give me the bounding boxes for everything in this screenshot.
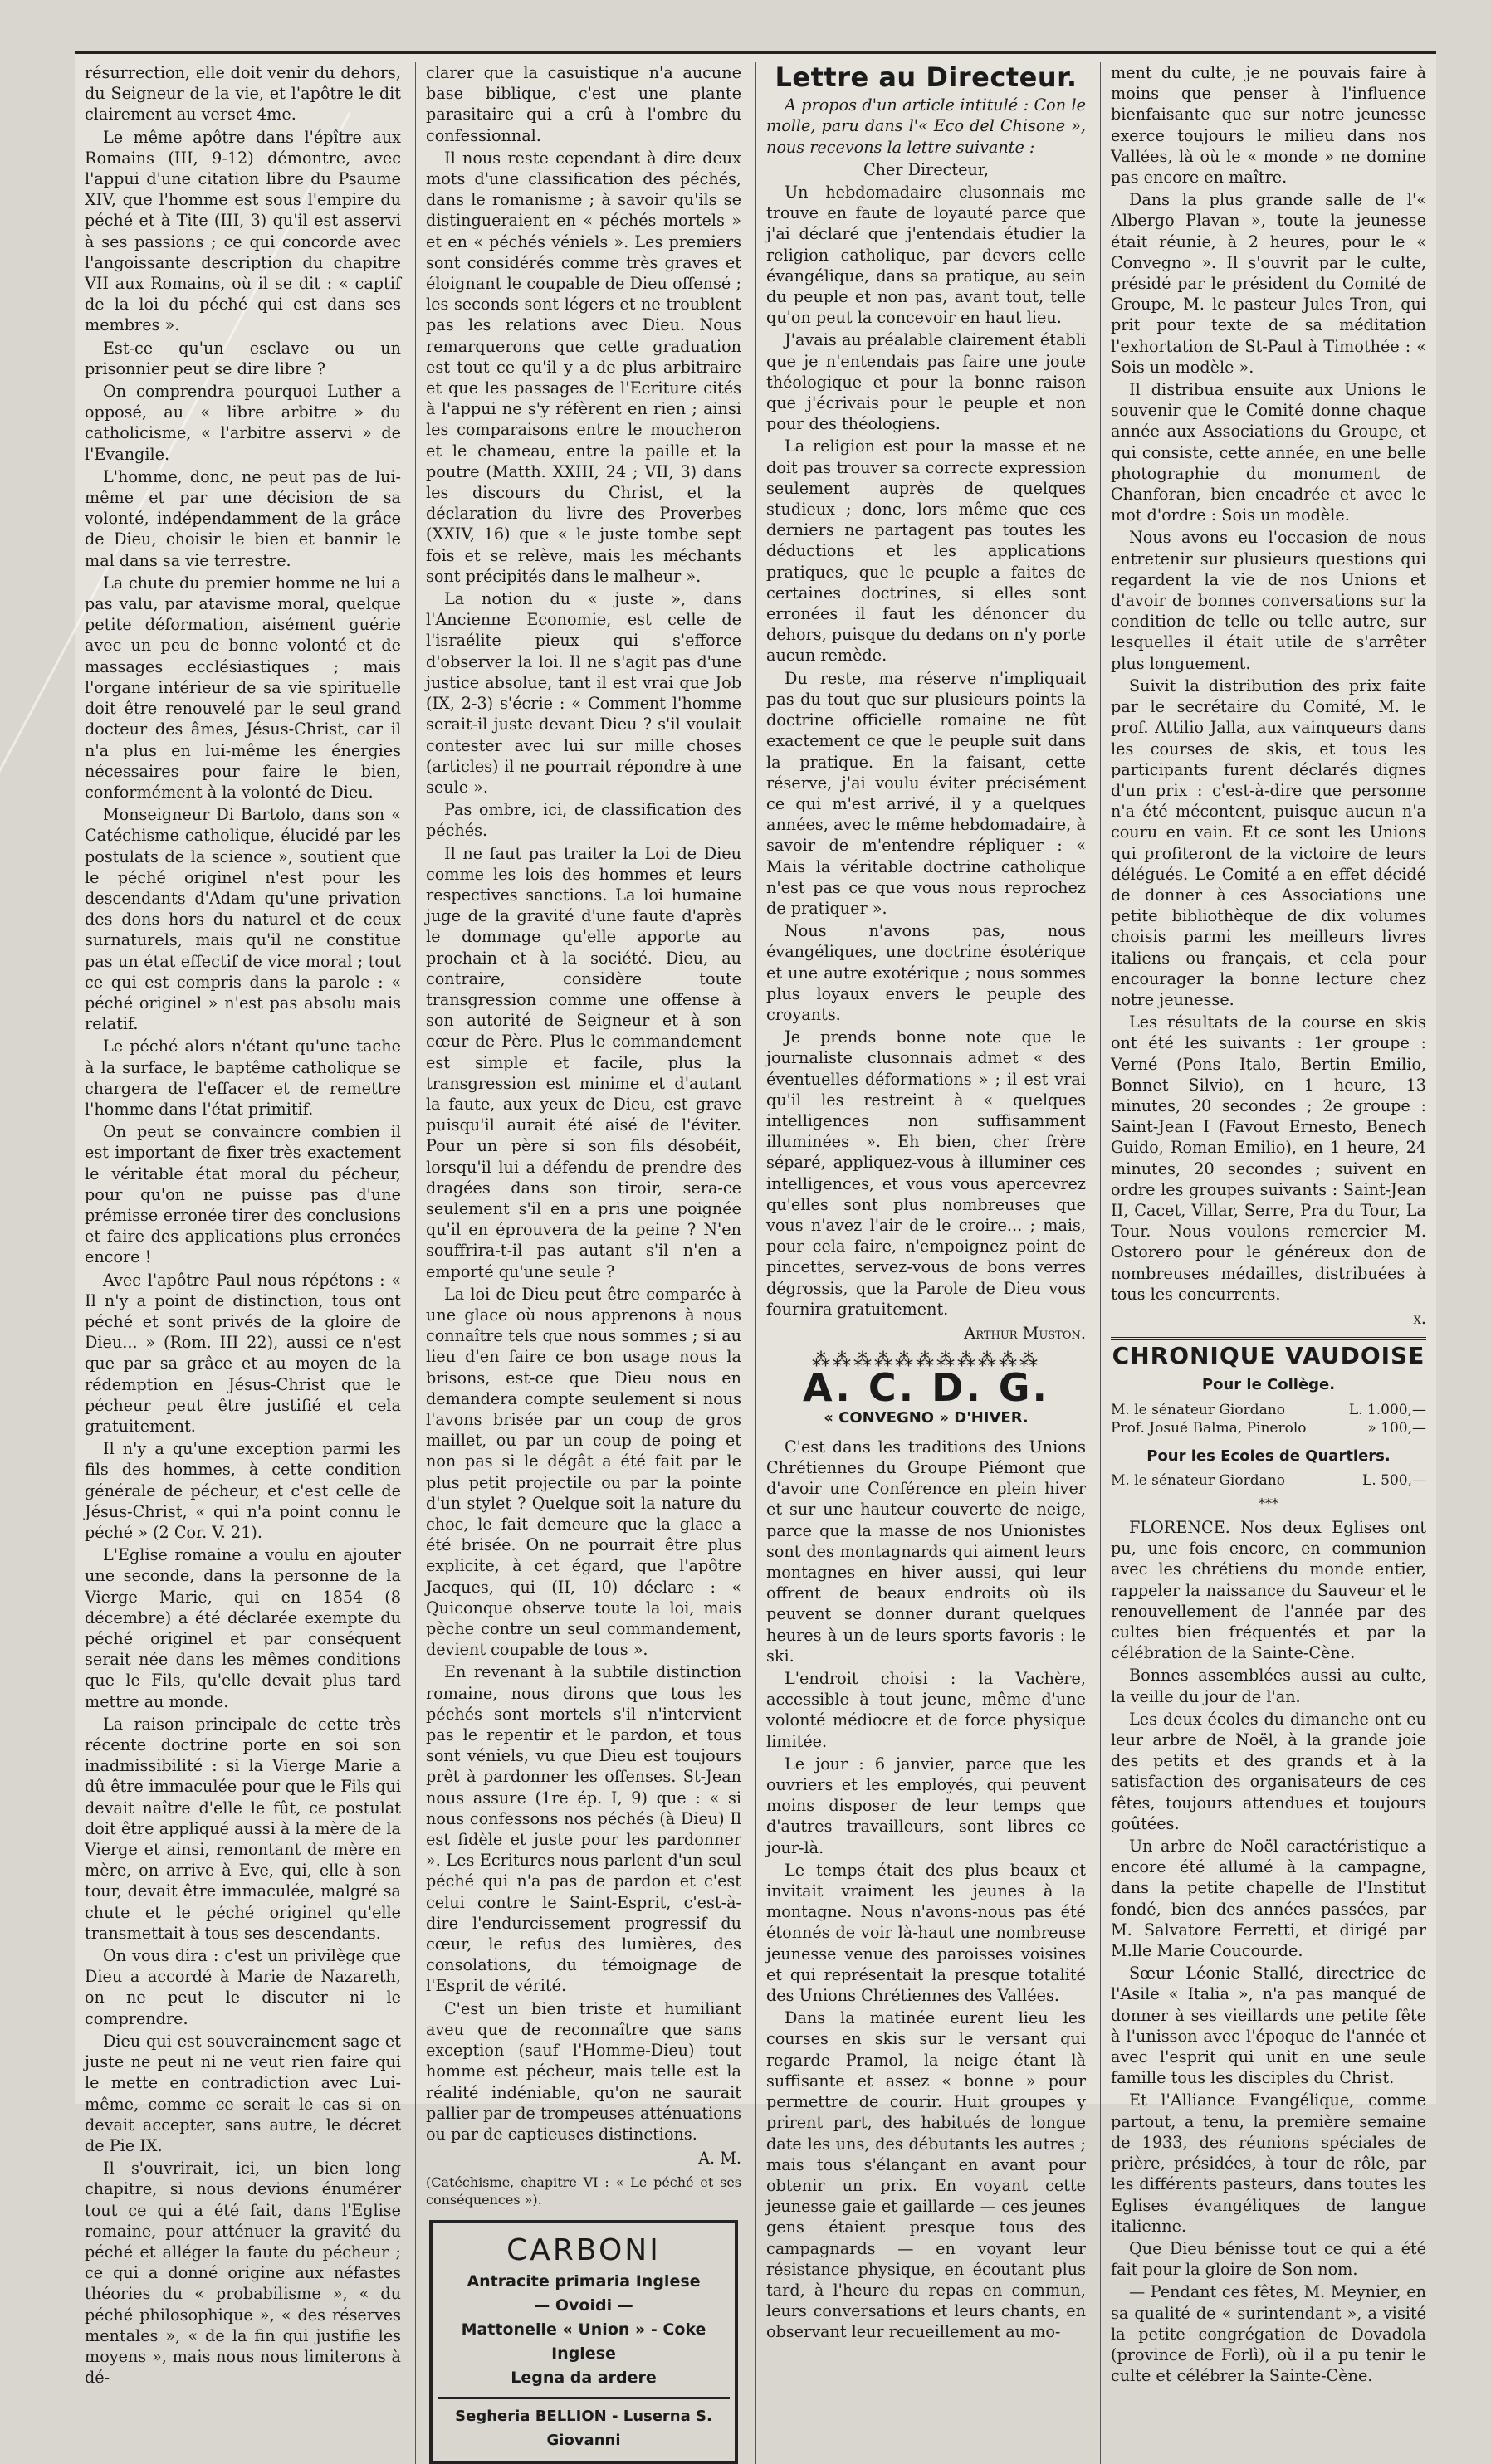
- donation-amount: L. 1.000,—: [1348, 1401, 1426, 1418]
- newspaper-page: [75, 51, 1436, 2450]
- ecoles-heading: Pour les Ecoles de Quartiers.: [1146, 1447, 1391, 1465]
- convegno-paragraph: Dans la matinée eurent lieu les courses en skis sur le versant qui regarde Pramol, la neige étant là suffisante et assez « bonne » pour permettre de courir. Huit groupes y prirent part, des habitués de longue date les uns, des débutants les autres ; mais tous s'élançant en avant pour obtenir un prix. En voyant cette jeunesse gaie et gaillarde — ces jeunes gens étaient presque tous des campagnards — en voyant leur résistance physique, en écoutant plus tard, à l'heure du repas en commun, leurs conversations et leurs chants, en observant leur recueillement au mo-: [766, 2008, 1086, 2342]
- chronique-title: CHRONIQUE VAUDOISE: [1111, 1337, 1426, 1366]
- letter-paragraph: Du reste, ma réserve n'impliquait pas du tout que sur plusieurs points la doctrine officielle romaine ne fût exactement ce que le peuple suit dans la pratique. En la faisant, cette réserve, j'ai voulu éviter précisément ce qui m'est arrivé, il y a quelques années, avec le même hebdomadaire, à savoir de m'entendre répliquer : « Mais la véritable doctrine catholique n'est pas ce que vous nous reprochez de pratiquer ».: [766, 668, 1086, 918]
- convegno-paragraph: L'endroit choisi : la Vachère, accessible à tout jeune, même d'une volonté médiocre et de force physique limitée.: [766, 1669, 1086, 1751]
- college-heading: Pour le Collège.: [1201, 1376, 1336, 1394]
- convegno-paragraph: Il distribua ensuite aux Unions le souvenir que le Comité donne chaque année aux Associations du Groupe, et qui consiste, cette année, en une belle photographie du monument de Chanforan, bien encadrée et avec le mot d'ordre : Sois un modèle.: [1111, 380, 1426, 525]
- convegno-paragraph: Le jour : 6 janvier, parce que les ouvriers et les employés, qui peuvent moins disposer de leur temps que d'autres travailleurs, sont libres ce jour-là.: [766, 1754, 1086, 1857]
- section-divider-ornament: ⁂⁂⁂⁂⁂⁂⁂⁂⁂⁂⁂: [812, 1350, 1040, 1372]
- ad-footer: Segheria BELLION - Luserna S. Giovanni: [438, 2397, 730, 2452]
- column-2-article: [415, 62, 751, 2464]
- chronique-paragraph: — Pendant ces fêtes, M. Meynier, en sa qualité de « surintendant », a visité la petite congrégation de Dovadola (province de Forlì), où il a pu tenir le culte et célébrer la Sainte-Cène.: [1111, 2282, 1426, 2386]
- chronique-paragraph: Que Dieu bénisse tout ce qui a été fait pour la gloire de Son nom.: [1111, 2238, 1426, 2280]
- article-end-mark: x.: [1413, 1308, 1426, 1328]
- article-paragraph: La chute du premier homme ne lui a pas valu, par atavisme moral, quelque petite déformation, aisément guérie avec un peu de bonne volonté et de massages ecclésiastiques ; mais l'organe intérieur de sa vie spirituelle doit être renouvelé par le seul grand docteur des âmes, Jésus-Christ, car il n'a plus en lui-même les énergies nécessaires pour faire le bien, conformément à la volonté de Dieu.: [85, 573, 401, 802]
- convegno-subheading: « CONVEGNO » D'HIVER.: [824, 1408, 1029, 1427]
- article-paragraph: L'homme, donc, ne peut pas de lui-même et par une décision de sa volonté, indépendamment de la grâce de Dieu, choisir le bien et bannir le mal dans sa vie terrestre.: [85, 466, 401, 570]
- letter-paragraph: Un hebdomadaire clusonnais me trouve en faute de loyauté parce que j'ai déclaré que j'entendais étudier la religion catholique, par devers celle évangélique, dans sa pratique, au sein du peuple et non pas, avant tout, telle qu'on peut la concevoir en haut lieu.: [766, 183, 1086, 328]
- article-paragraph: La raison principale de cette très récente doctrine porte en soi son inadmissibilité : si la Vierge Marie a dû être immaculée pour que le Fils qui devait naître d'elle le fût, ce postulat doit être appliqué aussi à la mère de la Vierge et ainsi, remontant de mère en mère, on arrive à Eve, qui, elle à son tour, devait être immaculée, malgré sa chute et le péché originel qu'elle transmettait à tous ses descendants.: [85, 1714, 401, 1943]
- ad-line: — Ovoidi —: [534, 2296, 633, 2315]
- letter-paragraph: J'avais au préalable clairement établi que je n'entendais pas faire une joute théologique et pour la bonne raison que j'écrivais pour le peuple et non pour des théologiens.: [766, 330, 1086, 434]
- article-paragraph: On peut se convaincre combien il est important de fixer très exactement le véritable état moral du pécheur, pour qu'on ne puisse pas d'une prémisse erronée tirer des conclusions et faire des applications plus erronées encore !: [85, 1122, 401, 1267]
- florence-news: [1111, 1517, 1426, 2386]
- column-2-body: [426, 62, 741, 2144]
- convegno-paragraph: Suivit la distribution des prix faite par le secrétaire du Comité, M. le prof. Attilio Jalla, aux vainqueurs dans les courses de skis, et tous les participants furent déclarés dignes d'un prix : c'est-à-dire que personne n'a été mécontent, puisque aucun n'a couru en vain. Et ce sont les Unions qui profiteront de la victoire de leurs délégués. Le Comité a en effet décidé de donner à ces Associations une petite bibliothèque de dix volumes choisis parmi les meilleurs livres italiens ou français, et cela pour encourager la bonne lecture chez notre jeunesse.: [1111, 676, 1426, 1009]
- article-paragraph: L'Eglise romaine a voulu en ajouter une seconde, dans la personne de la Vierge Marie, qui en 1854 (8 décembre) a été déclarée exempte du péché originel et par conséquent serait née dans les mêmes conditions que le Fils, qu'elle devait plus tard mettre au monde.: [85, 1545, 401, 1711]
- article-paragraph: Avec l'apôtre Paul nous répétons : « Il n'y a point de distinction, tous ont péché et sont privés de la gloire de Dieu... » (Rom. III 22), aussi ce n'est que par sa grâce et au moyen de la rédemption en Jésus-Christ que le pécheur peut être justifié et cela gratuitement.: [85, 1270, 401, 1436]
- letter-paragraph: La religion est pour la masse et ne doit pas trouver sa correcte expression seulement auprès de quelques studieux ; donc, lors même que ces derniers ne partagent pas toutes les déductions et les applications pratiques, que le peuple a faites de certaines doctrines, si elles sont erronées il faut les dénoncer du dehors, puisque du dedans on n'y porte aucun remède.: [766, 437, 1086, 666]
- donor-name: Prof. Josué Balma, Pinerolo: [1111, 1419, 1307, 1437]
- article-paragraph: Monseigneur Di Bartolo, dans son « Catéchisme catholique, élucidé par les postulats de la science », soutient que le péché originel n'est pour les descendants d'Adam qu'une privation des dons hors du naturel et de ceux surnaturels, mais qu'il ne constitue pas un état effectif de vice moral ; tout ce qui est compris dans la parole : « péché originel » n'est pas absolu mais relatif.: [85, 805, 401, 1034]
- acdg-heading: A. C. D. G.: [802, 1365, 1050, 1411]
- chronique-paragraph: Sœur Léonie Stallé, directrice de l'Asile « Italia », n'a pas manqué de donner à ses vieillards une petite fête à l'unisson avec l'époque de l'année et avec l'esprit qui unit en une seule famille tous les disciples du Christ.: [1111, 1964, 1426, 2088]
- chronique-paragraph: Bonnes assemblées aussi au culte, la veille du jour de l'an.: [1111, 1666, 1426, 1706]
- donor-name: M. le sénateur Giordano: [1111, 1401, 1285, 1418]
- ad-line: Legna da ardere: [511, 2369, 657, 2388]
- convegno-paragraph: Le temps était des plus beaux et invitait vraiment les jeunes à la montagne. Nous n'avons-nous pas été étonnés de voir là-haut une nombreuse jeunesse venue des paroisses voisines et qui représentait la presque totalité des Unions Chrétiennes des Vallées.: [766, 1860, 1086, 2006]
- article-paragraph: Il n'y a qu'une exception parmi les fils des hommes, à cette condition générale de pécheur, et c'est celle de Jésus-Christ, « qui n'a point connu le péché » (2 Cor. V. 21).: [85, 1439, 401, 1543]
- convegno-body: [766, 1437, 1086, 2343]
- donor-name: M. le sénateur Giordano: [1111, 1471, 1285, 1489]
- letter-signature: Arthur Muston.: [964, 1323, 1086, 1343]
- article-signature: A. M.: [698, 2149, 741, 2169]
- convegno-paragraph: C'est dans les traditions des Unions Chrétiennes du Groupe Piémont que d'avoir une Conférence en plein hiver et sur une hauteur couverte de neige, parce que la masse de nos Unionistes sont des montagnards qui aiment leurs montagnes en hiver aussi, qui leur offrent de beaux endroits où ils peuvent se donner durant quelques heures à un de leurs sports favoris : le ski.: [766, 1437, 1086, 1666]
- ad-line: Antracite primaria Inglese: [467, 2272, 701, 2291]
- convegno-paragraph: Nous avons eu l'occasion de nous entretenir sur plusieurs questions qui regardent la vie de nos Unions et d'avoir de bonnes conversations sur la condition de telle ou telle autre, sur lesquelles il était utile de s'arrêter plus longuement.: [1111, 528, 1426, 673]
- chronique-paragraph: Un arbre de Noël caractéristique a encore été allumé à la campagne, dans la petite chapelle de l'Institut fondé, bien des années passées, par M. Salvatore Ferretti, et dirigé par M.lle Marie Coucourde.: [1111, 1837, 1426, 1961]
- convegno-continued: [1111, 62, 1426, 1305]
- article-paragraph: En revenant à la subtile distinction romaine, nous dirons que tous les péchés sont mortels s'il n'intervient pas le repentir et le pardon, et tous sont véniels, vu que Dieu est toujours prêt à pardonner les offenses. St-Jean nous assure (1re ép. I, 9) que : « si nous confessons nos péchés (à Dieu) Il est fidèle et juste pour les pardonner ». Les Ecritures nous parlent d'un seul péché qui n'a pas de pardon et c'est celui contre le Saint-Esprit, c'est-à-dire l'endurcissement progressif du cœur, le refus des lumières, des consolations, du témoignage de l'Esprit de vérité.: [426, 1662, 741, 1996]
- article-paragraph: La loi de Dieu peut être comparée à une glace où nous apprenons à nous connaître tels que nous sommes ; si au lieu d'en faire ce bon usage nous la brisons, est-ce que Dieu nous en demandera compte seulement si nous l'avons brisée par un coup de gros maillet, ou par un coup de poing et non pas si le dégât a été fait par le plus petit projectile ou par la pointe d'un stylet ? Quelque soit la nature du choc, le fait demeure que la glace a été brisée. On ne pourrait être plus explicite, à cet égard, que l'apôtre Jacques, qui (II, 10) déclare : « Quiconque observe toute la loi, mais pèche contre un seul commandement, devient coupable de tous ».: [426, 1284, 741, 1660]
- donation-amount: L. 500,—: [1362, 1471, 1426, 1489]
- column-1-article: [75, 62, 411, 2464]
- ad-line: Mattonelle « Union » - Coke Inglese: [461, 2320, 706, 2364]
- letter-title: Lettre au Directeur.: [775, 61, 1078, 93]
- article-paragraph: Il nous reste cependant à dire deux mots d'une classification des péchés, dans le romanisme ; à savoir qu'ils se distingueraient en « péchés mortels » et en « péchés véniels ». Les premiers sont considérés comme très graves et éloignant le coupable de Dieu offensé ; les seconds sont légers et ne troublent pas les relations avec Dieu. Nous remarquerons que cette graduation est tout ce qu'il y a de plus arbitraire et que les passages de l'Ecriture cités à l'appui ne s'y réfèrent en rien ; ainsi les comparaisons entre le moucheron et le chameau, entre la paille et la poutre (Matth. XXIII, 24 ; VII, 3) dans les discours du Christ, et la déclaration du livre des Proverbes (XXIV, 16) que « le juste tombe sept fois et se relève, mais les méchants sont précipités dans le malheur ».: [426, 148, 741, 586]
- column-3-articles: [755, 62, 1096, 2464]
- donation-amount: » 100,—: [1367, 1419, 1426, 1437]
- article-paragraph: C'est un bien triste et humiliant aveu que de reconnaître que sans exception (sauf l'Homme-Dieu) tout homme est pécheur, mais telle est la réalité indéniable, qu'on ne saurait pallier par de trompeuses atténuations ou par de captieuses distinctions.: [426, 1998, 741, 2144]
- article-paragraph: La notion du « juste », dans l'Ancienne Economie, est celle de l'israélite pieux qui s'efforce d'observer la loi. Il ne s'agit pas d'une justice absolue, tant il est vrai que Job (IX, 2-3) s'écrie : « Comment l'homme serait-il juste devant Dieu ? s'il voulait contester avec lui sur mille choses (articles) il ne pourrait répondre à une seule ».: [426, 589, 741, 797]
- letter-paragraph: Je prends bonne note que le journaliste clusonnais admet « des éventuelles déformations » ; il est vrai qu'il les restreint à « quelques intelligences non suffisamment illuminées ». Eh bien, cher frère séparé, appliquez-vous à illuminer ces intelligences, et vous vous apercevrez qu'elles sont plus nombreuses que vous n'avez l'air de le croire... ; mais, pour cela faire, n'empoignez point de pincettes, servez-vous de bons verres dégrossis, que la Parole de Dieu vous fournira gratuitement.: [766, 1027, 1086, 1319]
- column-4-articles: [1100, 62, 1436, 2464]
- article-paragraph: Le péché alors n'étant qu'une tache à la surface, le baptême catholique se chargera de l'effacer et de remettre l'homme dans l'état primitif.: [85, 1037, 401, 1119]
- article-paragraph: Est-ce qu'un esclave ou un prisonnier peut se dire libre ?: [85, 338, 401, 378]
- chronique-paragraph: Les deux écoles du dimanche ont eu leur arbre de Noël, à la grande joie des petits et des grands et à la satisfaction des organisateurs de ces fêtes, toujours attendues et toujours goûtées.: [1111, 1709, 1426, 1833]
- article-paragraph: Dieu qui est souverainement sage et juste ne peut ni ne veut rien faire qui le mette en contradiction avec Lui-même, comme ce serait le cas si on devait accepter, sans autre, le décret de Pie IX.: [85, 2031, 401, 2155]
- letter-intro: A propos d'un article intitulé : Con le molle, paru dans l'« Eco del Chisone », nous recevons la lettre suivante :: [766, 95, 1086, 157]
- article-paragraph: On comprendra pourquoi Luther a opposé, au « libre arbitre » du catholicisme, « l'arbitre asservi » de l'Evangile.: [85, 382, 401, 464]
- separator-stars: ***: [1259, 1495, 1278, 1511]
- columns: [75, 61, 1436, 2450]
- donation-row: [1111, 1419, 1426, 1437]
- article-footnote: (Catéchisme, chapitre VI : « Le péché et ses conséquences »).: [426, 2174, 741, 2208]
- donation-row: [1111, 1401, 1426, 1419]
- article-paragraph: clarer que la casuistique n'a aucune base biblique, c'est une plante parasitaire qui a crû à l'ombre du confessionnal.: [426, 63, 741, 145]
- ad-brand: CARBONI: [506, 2233, 661, 2268]
- article-paragraph: Il s'ouvrirait, ici, un bien long chapitre, si nous devions énumérer tout ce qui a été fait, dans l'Eglise romaine, pour atténuer la gravité du péché et alléger la faute du pécheur ; ce qui a donné origine aux néfastes théories du « probabilisme », « du péché philosophique », « des réserves mentales », « de la fin qui justifie les moyens », mais nous nous limiterons à dé-: [85, 2159, 401, 2388]
- donation-row: [1111, 1471, 1426, 1490]
- article-paragraph: On vous dira : c'est un privilège que Dieu a accordé à Marie de Nazareth, on ne peut le discuter ni le comprendre.: [85, 1946, 401, 2028]
- article-paragraph: Le même apôtre dans l'épître aux Romains (III, 9-12) démontre, avec l'appui d'une citation libre du Psaume XIV, que l'homme est sous l'empire du péché et à Tite (III, 3) qu'il est asservi à ses passions ; ce qui concorde avec l'angoissante description du chapitre VII aux Romains, où il se dit : « captif de la loi du péché qui est dans ses membres ».: [85, 127, 401, 335]
- convegno-paragraph: ment du culte, je ne pouvais faire à moins que penser à l'influence bienfaisante que sur notre jeunesse exerce toujours le milieu dans nos Vallées, là où le « monde » ne domine pas encore en maître.: [1111, 63, 1426, 188]
- chronique-paragraph: Et l'Alliance Evangélique, comme partout, a tenu, la première semaine de 1933, des réunions spéciales de prière, présidées, à tour de rôle, par les différents pasteurs, dans toutes les Eglises évangéliques de langue italienne.: [1111, 2091, 1426, 2236]
- carboni-advertisement: [429, 2220, 738, 2464]
- article-paragraph: Pas ombre, ici, de classification des péchés.: [426, 800, 741, 841]
- convegno-paragraph: Les résultats de la course en skis ont été les suivants : 1er groupe : Verné (Pons Italo, Bertin Emilio, Bonnet Silvio), en 1 heure, 13 minutes, 20 secondes ; 2e groupe : Saint-Jean I (Favout Ernesto, Benech Guido, Roman Emilio), en 1 heure, 24 minutes, 20 secondes ; suivent en ordre les groupes suivants : Saint-Jean II, Cacet, Villar, Serre, Pra du Tour, La Tour. Nous voulons remercier M. Ostorero pour le généreux don de nombreuses médailles, distribuées à tous les concurrents.: [1111, 1012, 1426, 1304]
- letter-salutation: Cher Directeur,: [863, 159, 990, 179]
- letter-body: [766, 182, 1086, 1320]
- article-paragraph: résurrection, elle doit venir du dehors, du Seigneur de la vie, et l'apôtre le dit clairement au verset 4me.: [85, 63, 401, 124]
- letter-paragraph: Nous n'avons pas, nous évangéliques, une doctrine ésotérique et une autre exotérique ; nous sommes plus loyaux envers le peuple des croyants.: [766, 921, 1086, 1024]
- convegno-paragraph: Dans la plus grande salle de l'« Albergo Plavan », toute la jeunesse était réunie, à 2 heures, pour le « Convegno ». Il s'ouvrit par le culte, présidé par le président du Comité de Groupe, M. le pasteur Jules Tron, qui prit pour texte de sa méditation l'exhortation de St-Paul à Timothée : « Sois un modèle ».: [1111, 190, 1426, 377]
- article-paragraph: Il ne faut pas traiter la Loi de Dieu comme les lois des hommes et leurs respectives sanctions. La loi humaine juge de la gravité d'une faute d'après le dommage qu'elle apporte au prochain et à la société. Dieu, au contraire, considère toute transgression comme une offense à son autorité de Seigneur et à son cœur de Père. Plus le commandement est simple et facile, plus la transgression est minime et d'autant la faute, aux yeux de Dieu, est grave puisqu'il aurait été aisé de l'éviter. Pour un père si son fils désobéit, lorsqu'il lui a défendu de prendre des dragées dans son tiroir, sera-ce seulement s'il en a pris une poignée qu'il en éprouvera de la peine ? N'en souffrira-t-il pas autant s'il n'en a emporté qu'une seule ?: [426, 843, 741, 1281]
- chronique-paragraph: FLORENCE. Nos deux Eglises ont pu, une fois encore, en communion avec les chrétiens du monde entier, rappeler la naissance du Sauveur et le renouvellement de l'année par des cultes bien fréquentés et par la célébration de la Sainte-Cène.: [1111, 1518, 1426, 1663]
